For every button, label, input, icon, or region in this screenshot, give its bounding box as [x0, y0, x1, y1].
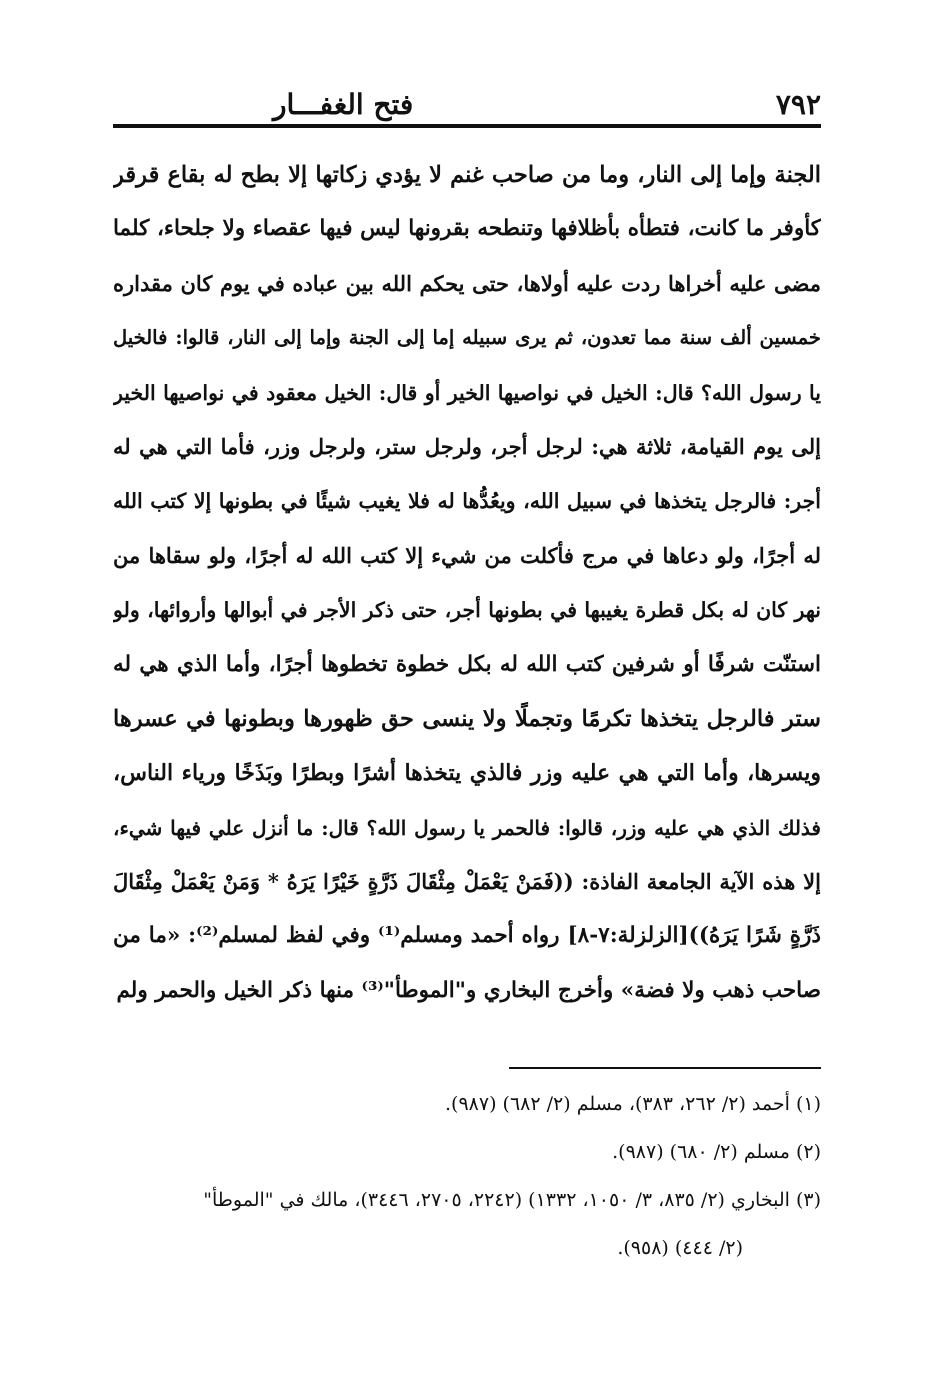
text-line: نهر كان له بكل قطرة يغيبها في بطونها أجر، حتى ذكر الأجر في أبوالها وأروائها، ولو [113, 598, 821, 623]
text-line: ويسرها، وأما التي هي عليه وزر فالذي يتخذها أشرًا وبطرًا وبَذَخًا ورياء الناس، [113, 760, 821, 787]
text-line: صاحب ذهب ولا فضة» وأخرج البخاري و"الموطأ"⁽³⁾ منها ذكر الخيل والحمر ولم [116, 977, 821, 1003]
text-line: الجنة وإما إلى النار، وما من صاحب غنم لا يؤدي زكاتها إلا بطح له بقاع قرقر [113, 162, 821, 188]
footnote-divider [509, 1067, 821, 1069]
footnote-2: (٢) مسلم (٢/ ٦٨٠) (٩٨٧). [612, 1141, 821, 1163]
footnote-1: (١) أحمد (٢/ ٢٦٢، ٣٨٣)، مسلم (٢/ ٦٨٢) (٩٨٧). [445, 1093, 821, 1115]
text-line: له أجرًا، ولو دعاها في مرج فأكلت من شيء إلا كتب الله له أجرًا، ولو سقاها من [113, 542, 821, 568]
page-number: ٧٩٢ [775, 88, 821, 121]
text-line: ستر فالرجل يتخذها تكرمًا وتجملًا ولا ينسى حق ظهورها وبطونها في عسرها [113, 705, 821, 732]
main-text [113, 148, 821, 1018]
quran-verse-line: إلا هذه الآية الجامعة الفاذة: ((فَمَنْ يَعْمَلْ مِثْقَالَ ذَرَّةٍ خَيْرًا يَرَهُ * وَمَنْ يَعْمَلْ مِثْقَالَ [113, 869, 821, 895]
text-line: خمسين ألف سنة مما تعدون، ثم يرى سبيله إما إلى الجنة وإما إلى النار، قالوا: فالخيل [113, 326, 821, 350]
header-rule [113, 124, 821, 128]
text-line: ذَرَّةٍ شَرًا يَرَهُ))[الزلزلة:٧-٨] رواه أحمد ومسلم⁽¹⁾ وفي لفظ لمسلم⁽²⁾: «ما من [113, 923, 821, 949]
footnote-3: (٣) البخاري (٢/ ٨٣٥، ٣/ ١٠٥٠، ١٣٣٢) (٢٢٤٢، ٢٧٠٥، ٣٤٤٦)، مالك في "الموطأ" [203, 1189, 821, 1211]
page-header [113, 88, 821, 122]
running-title: فتح الغفـــار [273, 88, 414, 121]
footnotes [113, 1080, 821, 1272]
footnote-3-continued: (٢/ ٤٤٤) (٩٥٨). [617, 1237, 743, 1259]
text-line: أجر: فالرجل يتخذها في سبيل الله، ويعُدُّها له فلا يغيب شيئًا في بطونها إلا كتب الله [113, 489, 821, 514]
text-line: كأوفر ما كانت، فتطأه بأظلافها وتنطحه بقرونها ليس فيها عقصاء ولا جلحاء، كلما [113, 216, 821, 242]
text-line: إلى يوم القيامة، ثلاثة هي: لرجل أجر، ولرجل ستر، ولرجل وزر، فأما التي هي له [113, 433, 821, 459]
text-line: مضى عليه أخراها ردت عليه أولاها، حتى يحكم الله بين عباده في يوم كان مقداره [113, 270, 821, 296]
text-line: استنّت شرفًا أو شرفين كتب الله له بكل خطوة تخطوها أجرًا، وأما الذي هي له [113, 651, 821, 677]
text-line: يا رسول الله؟ قال: الخيل في نواصيها الخير أو قال: الخيل معقود في نواصيها الخير [113, 380, 821, 405]
text-line: فذلك الذي هي عليه وزر، قالوا: فالحمر يا رسول الله؟ قال: ما أنزل علي فيها شيء، [113, 815, 821, 840]
